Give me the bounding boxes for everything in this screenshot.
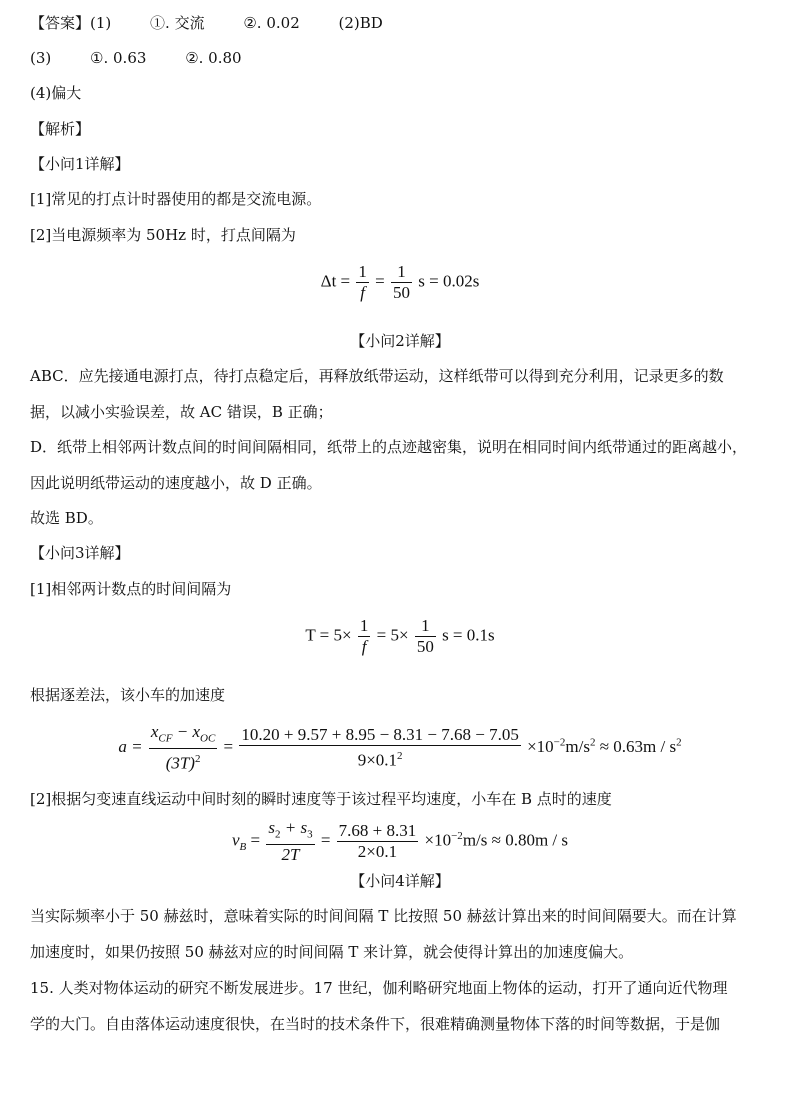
q2-paragraph-3: D．纸带上相邻两计数点间的时间间隔相同，纸带上的点迹越密集，说明在相同时间内纸带通过的距离越小， xyxy=(30,438,748,456)
q1-paragraph-2: [2]当电源频率为 50Hz 时，打点间隔为 xyxy=(30,226,296,244)
q3-fraction-1: $\frac{1}{f}$ xyxy=(359,616,369,656)
answer-line-2 xyxy=(30,47,242,69)
q3-formula-3: $v_B$ = $\frac{s_2 + s_3}{2T}$ = $\frac{7.68 + 8.31}{2\times 0.1}$ $\times 10^{-2}m/s \approx 0.80m / s$ xyxy=(231,818,569,865)
q3-fraction-6: $\frac{7.68 + 8.31}{2\times 0.1}$ xyxy=(338,821,417,862)
answer-line-1 xyxy=(30,12,383,34)
q3-formula-1: T = 5× $\frac{1}{f}$ = 5× $\frac{1}{50}$ s = 0.1s xyxy=(305,616,495,656)
q15-paragraph-2: 学的大门。自由落体运动速度很快，在当时的技术条件下，很难精确测量物体下落的时间等数据，于是伽 xyxy=(30,1015,721,1033)
q3-formula-2: a = $\frac{x_{CF} - x_{OC}}{(3T)^2}$ = $\frac{10.20 + 9.57 + 8.95 - 8.31 - 7.68 - 7.05}{9\times 0.1^2}$ $\times 10^{-2}m/s^2 \approx 0.63m / s^2$ xyxy=(118,722,682,774)
answer-1-1: ①. 交流 xyxy=(150,14,205,32)
q3-fraction-3: $\frac{x_{CF} - x_{OC}}{(3T)^2}$ xyxy=(150,722,216,774)
q3-fraction-4: $\frac{10.20 + 9.57 + 8.95 - 8.31 - 7.68 - 7.05}{9\times 0.1^2}$ xyxy=(241,725,519,770)
answer-2: (2)BD xyxy=(338,14,383,32)
q1-fraction-2: $\frac{1}{50}$ xyxy=(393,262,410,302)
q3-fraction-2: $\frac{1}{50}$ xyxy=(416,616,434,656)
q3-paragraph-2: 根据逐差法，该小车的加速度 xyxy=(30,686,226,704)
q2-paragraph-2: 据，以减小实验误差，故 AC 错误，B 正确； xyxy=(30,403,333,421)
answer-3-label: (3) xyxy=(30,49,52,67)
q3-paragraph-1: [1]相邻两计数点的时间间隔为 xyxy=(30,580,232,598)
q15-paragraph-1: 15. 人类对物体运动的研究不断发展进步。17 世纪，伽利略研究地面上物体的运动，打开了通向近代物理 xyxy=(30,979,728,997)
q3-header: 【小问3详解】 xyxy=(30,544,130,562)
q2-header: 【小问2详解】 xyxy=(350,332,450,350)
q2-paragraph-5: 故选 BD。 xyxy=(30,509,103,527)
answer-4: (4)偏大 xyxy=(30,84,82,102)
answer-1-2: ②. 0.02 xyxy=(243,14,300,32)
answer-3-1: ①. 0.63 xyxy=(90,49,147,67)
q1-header: 【小问1详解】 xyxy=(30,155,130,173)
q1-formula: Δt = $\frac{1}{f}$ = $\frac{1}{50}$ s = 0.02s xyxy=(320,262,480,302)
q4-paragraph-1: 当实际频率小于 50 赫兹时，意味着实际的时间间隔 T 比按照 50 赫兹计算出来的时间间隔要大。而在计算 xyxy=(30,907,737,925)
q3-paragraph-3: [2]根据匀变速直线运动中间时刻的瞬时速度等于该过程平均速度，小车在 B 点时的速度 xyxy=(30,790,612,808)
q2-paragraph-1: ABC．应先接通电源打点，待打点稳定后，再释放纸带运动，这样纸带可以得到充分利用，记录更多的数 xyxy=(30,367,724,385)
q2-paragraph-4: 因此说明纸带运动的速度越小，故 D 正确。 xyxy=(30,474,322,492)
answer-3-2: ②. 0.80 xyxy=(185,49,242,67)
q1-paragraph-1: [1]常见的打点计时器使用的都是交流电源。 xyxy=(30,190,322,208)
q3-fraction-5: $\frac{s_2 + s_3}{2T}$ xyxy=(268,818,313,865)
q4-paragraph-2: 加速度时，如果仍按照 50 赫兹对应的时间间隔 T 来计算，就会使得计算出的加速度偏大。 xyxy=(30,943,634,961)
q1-fraction-1: $\frac{1}{f}$ xyxy=(358,262,367,302)
analysis-label: 【解析】 xyxy=(30,120,91,138)
answer-label: 【答案】(1) xyxy=(30,14,112,32)
q4-header: 【小问4详解】 xyxy=(350,872,450,890)
